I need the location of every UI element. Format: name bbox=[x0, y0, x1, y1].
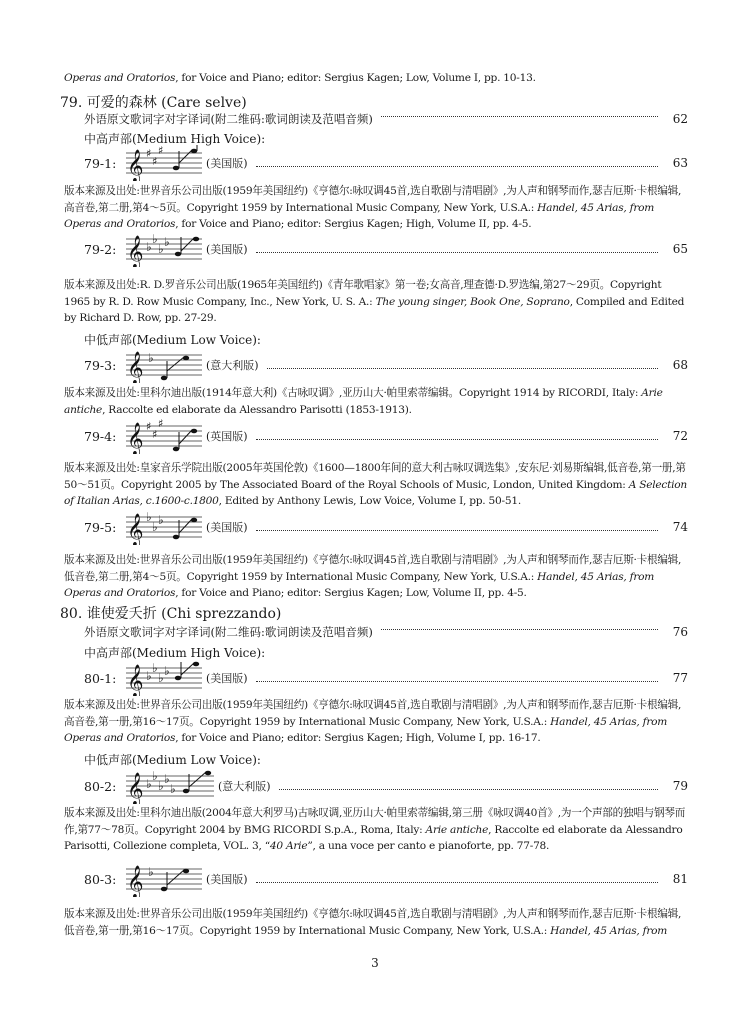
svg-text:𝄞: 𝄞 bbox=[127, 422, 144, 454]
source-note-80-1: 版本来源及出处:世界音乐公司出版(1959年美国纽约)《亨德尔:咏叹调45首,选自歌剧与清唱剧》,为人声和钢琴而作,瑟吉厄斯·卡根编辑,高音卷,第一册,第16～17页。Copyright 1959 by International Music Company, New York, U.S.A.: Handel, 45 Arias, from Operas and Oratorios, for Voice and Piano; editor: Sergius Kagen; High, Volume I, pp. 16-17. bbox=[64, 699, 682, 744]
medium-high-voice-label: 中高声部(Medium High Voice): bbox=[84, 646, 266, 660]
page-number: 3 bbox=[371, 956, 379, 970]
medium-high-voice-label: 中高声部(Medium High Voice): bbox=[84, 132, 266, 146]
lyrics-entry-label: 外语原文歌词字对字译词(附二维码:歌词朗读及范唱音频) bbox=[84, 112, 373, 126]
excerpt-80-3[interactable] bbox=[84, 861, 688, 897]
excerpt-80-2[interactable] bbox=[84, 768, 688, 804]
dot-leader bbox=[381, 629, 658, 630]
music-incipit-icon bbox=[126, 768, 216, 804]
music-incipit-icon bbox=[126, 861, 204, 897]
svg-text:♭: ♭ bbox=[158, 779, 164, 793]
excerpt-79-3[interactable] bbox=[84, 347, 688, 383]
page-ref: 74 bbox=[672, 520, 688, 534]
svg-text:♯: ♯ bbox=[152, 155, 158, 168]
dot-leader bbox=[256, 530, 658, 531]
excerpt-79-4[interactable] bbox=[84, 418, 688, 454]
page-ref: 63 bbox=[672, 156, 688, 170]
dot-leader bbox=[256, 252, 658, 253]
excerpt-number: 79-4: bbox=[84, 428, 117, 444]
music-incipit-icon bbox=[126, 418, 204, 454]
excerpt-number: 79-5: bbox=[84, 519, 117, 535]
svg-text:♭: ♭ bbox=[158, 513, 164, 527]
dot-leader bbox=[256, 882, 658, 883]
song-79-title: 79. 可爱的森林 (Care selve) bbox=[60, 95, 247, 111]
dot-leader bbox=[256, 166, 658, 167]
svg-text:♭: ♭ bbox=[164, 664, 170, 678]
edition-label: (美国版) bbox=[206, 873, 248, 886]
excerpt-79-5[interactable] bbox=[84, 509, 688, 545]
source-note-80-3: 版本来源及出处:世界音乐公司出版(1959年美国纽约)《亨德尔:咏叹调45首,选自歌剧与清唱剧》,为人声和钢琴而作,瑟吉厄斯·卡根编辑,低音卷,第一册,第16～17页。Copyright 1959 by International Music Company, New York, U.S.A.: Handel, 45 Arias, from bbox=[64, 908, 682, 937]
source-note-79-2: 版本来源及出处:R. D.罗音乐公司出版(1965年美国纽约)《青年歌唱家》第一卷;女高音,理查德·D.罗选编,第27～29页。Copyright 1965 by R. D. Row Music Company, Inc., New York, U. S. A.: The young singer, Book One, Soprano, Compiled and Edited by Richard D. Row, pp. 27-29. bbox=[64, 279, 685, 324]
svg-text:♯: ♯ bbox=[146, 147, 152, 160]
dot-leader bbox=[279, 789, 658, 790]
song-80-title: 80. 谁使爱夭折 (Chi sprezzando) bbox=[60, 606, 282, 622]
svg-text:♭: ♭ bbox=[164, 772, 170, 786]
excerpt-79-2[interactable] bbox=[84, 231, 688, 267]
excerpt-number: 79-1: bbox=[84, 155, 117, 171]
music-incipit-icon bbox=[126, 509, 204, 545]
svg-text:𝄞: 𝄞 bbox=[127, 351, 144, 383]
source-continuation: Operas and Oratorios, for Voice and Piano; editor: Sergius Kagen; Low, Volume I, pp. 10-13. bbox=[64, 72, 536, 84]
music-incipit-icon bbox=[126, 660, 204, 696]
svg-text:𝄞: 𝄞 bbox=[127, 664, 144, 696]
svg-text:♭: ♭ bbox=[146, 669, 152, 683]
medium-low-voice-label: 中低声部(Medium Low Voice): bbox=[84, 333, 261, 347]
source-note-79-3: 版本来源及出处:里科尔迪出版(1914年意大利)《古咏叹调》,亚历山大·帕里索蒂编辑。Copyright 1914 by RICORDI, Italy: Arie antiche, Raccolte ed elaborate da Alessandro Parisotti (1853-1913). bbox=[64, 387, 663, 416]
page-ref: 68 bbox=[672, 358, 688, 372]
svg-text:♭: ♭ bbox=[158, 671, 164, 685]
edition-label: (美国版) bbox=[206, 157, 248, 170]
medium-low-voice-label: 中低声部(Medium Low Voice): bbox=[84, 753, 261, 767]
song-80-lyrics-entry[interactable] bbox=[84, 624, 688, 640]
svg-text:♭: ♭ bbox=[152, 232, 158, 246]
music-incipit-icon bbox=[126, 231, 204, 267]
edition-label: (美国版) bbox=[206, 672, 248, 685]
svg-text:𝄞: 𝄞 bbox=[127, 149, 144, 181]
edition-label: (意大利版) bbox=[218, 780, 271, 793]
svg-text:♭: ♭ bbox=[170, 782, 176, 796]
page-ref: 77 bbox=[672, 671, 688, 685]
svg-text:𝄞: 𝄞 bbox=[127, 772, 144, 804]
excerpt-80-1[interactable] bbox=[84, 660, 688, 696]
edition-label: (美国版) bbox=[206, 243, 248, 256]
page-ref: 81 bbox=[672, 872, 688, 886]
lyrics-entry-label: 外语原文歌词字对字译词(附二维码:歌词朗读及范唱音频) bbox=[84, 625, 373, 639]
svg-text:♭: ♭ bbox=[152, 769, 158, 783]
music-incipit-icon bbox=[126, 347, 204, 383]
page-ref: 79 bbox=[672, 779, 688, 793]
music-incipit-icon bbox=[126, 145, 204, 181]
source-note-79-5: 版本来源及出处:世界音乐公司出版(1959年美国纽约)《亨德尔:咏叹调45首,选自歌剧与清唱剧》,为人声和钢琴而作,瑟吉厄斯·卡根编辑,低音卷,第二册,第4～5页。Copyright 1959 by International Music Company, New York, U.S.A.: Handel, 45 Arias, from Operas and Oratorios, for Voice and Piano; editor: Sergius Kagen; Low, Volume II, pp. 4-5. bbox=[64, 554, 682, 599]
svg-text:♭: ♭ bbox=[146, 510, 152, 524]
svg-text:♯: ♯ bbox=[146, 420, 152, 433]
svg-text:𝄞: 𝄞 bbox=[127, 235, 144, 267]
excerpt-number: 80-1: bbox=[84, 670, 117, 686]
svg-text:♭: ♭ bbox=[158, 242, 164, 256]
svg-text:𝄞: 𝄞 bbox=[127, 865, 144, 897]
excerpt-number: 79-2: bbox=[84, 241, 117, 257]
svg-text:𝄞: 𝄞 bbox=[127, 513, 144, 545]
svg-text:♭: ♭ bbox=[148, 865, 154, 879]
dot-leader bbox=[381, 116, 658, 117]
dot-leader bbox=[256, 439, 658, 440]
dot-leader bbox=[256, 681, 658, 682]
source-note-80-2: 版本来源及出处:里科尔迪出版(2004年意大利罗马)古咏叹调,亚历山大·帕里索蒂编辑,第三册《咏叹调40首》,为一个声部的独唱与钢琴而作,第77～78页。Copyright 2004 by BMG RICORDI S.p.A., Roma, Italy: Arie antiche, Raccolte ed elaborate da Alessandro Parisotti, Collezione completa, VOL. 3, “40 Arie”, a una voce per canto e pianoforte, pp. 77-78. bbox=[64, 807, 686, 852]
svg-text:♯: ♯ bbox=[158, 418, 164, 430]
excerpt-number: 79-3: bbox=[84, 357, 117, 373]
svg-text:♯: ♯ bbox=[158, 145, 164, 157]
page-ref: 72 bbox=[672, 429, 688, 443]
svg-text:♭: ♭ bbox=[148, 351, 154, 365]
excerpt-79-1[interactable] bbox=[84, 145, 688, 181]
svg-text:♭: ♭ bbox=[146, 240, 152, 254]
source-note-79-4: 版本来源及出处:皇家音乐学院出版(2005年英国伦敦)《1600—1800年间的意大利古咏叹调选集》,安东尼·刘易斯编辑,低音卷,第一册,第50～51页。Copyright 2005 by The Associated Board of the Royal Schools of Music, London, United Kingdom: A Selection of Italian Arias, c.1600-c.1800, Edited by Anthony Lewis, Low Voice, Volume I, pp. 50-51. bbox=[64, 462, 687, 507]
svg-text:♭: ♭ bbox=[146, 777, 152, 791]
svg-text:♭: ♭ bbox=[164, 235, 170, 249]
page-ref: 62 bbox=[672, 112, 688, 126]
edition-label: (意大利版) bbox=[206, 359, 259, 372]
svg-text:♭: ♭ bbox=[152, 661, 158, 675]
dot-leader bbox=[267, 368, 658, 369]
excerpt-number: 80-3: bbox=[84, 871, 117, 887]
song-79-lyrics-entry[interactable] bbox=[84, 111, 688, 127]
edition-label: (美国版) bbox=[206, 521, 248, 534]
svg-text:♯: ♯ bbox=[152, 428, 158, 441]
excerpt-number: 80-2: bbox=[84, 778, 117, 794]
page-ref: 76 bbox=[672, 625, 688, 639]
svg-text:♭: ♭ bbox=[152, 520, 158, 534]
edition-label: (英国版) bbox=[206, 430, 248, 443]
page-ref: 65 bbox=[672, 242, 688, 256]
source-note-79-1: 版本来源及出处:世界音乐公司出版(1959年美国纽约)《亨德尔:咏叹调45首,选自歌剧与清唱剧》,为人声和钢琴而作,瑟吉厄斯·卡根编辑,高音卷,第二册,第4～5页。Copyright 1959 by International Music Company, New York, U.S.A.: Handel, 45 Arias, from Operas and Oratorios, for Voice and Piano; editor: Sergius Kagen; High, Volume II, pp. 4-5. bbox=[64, 185, 682, 230]
